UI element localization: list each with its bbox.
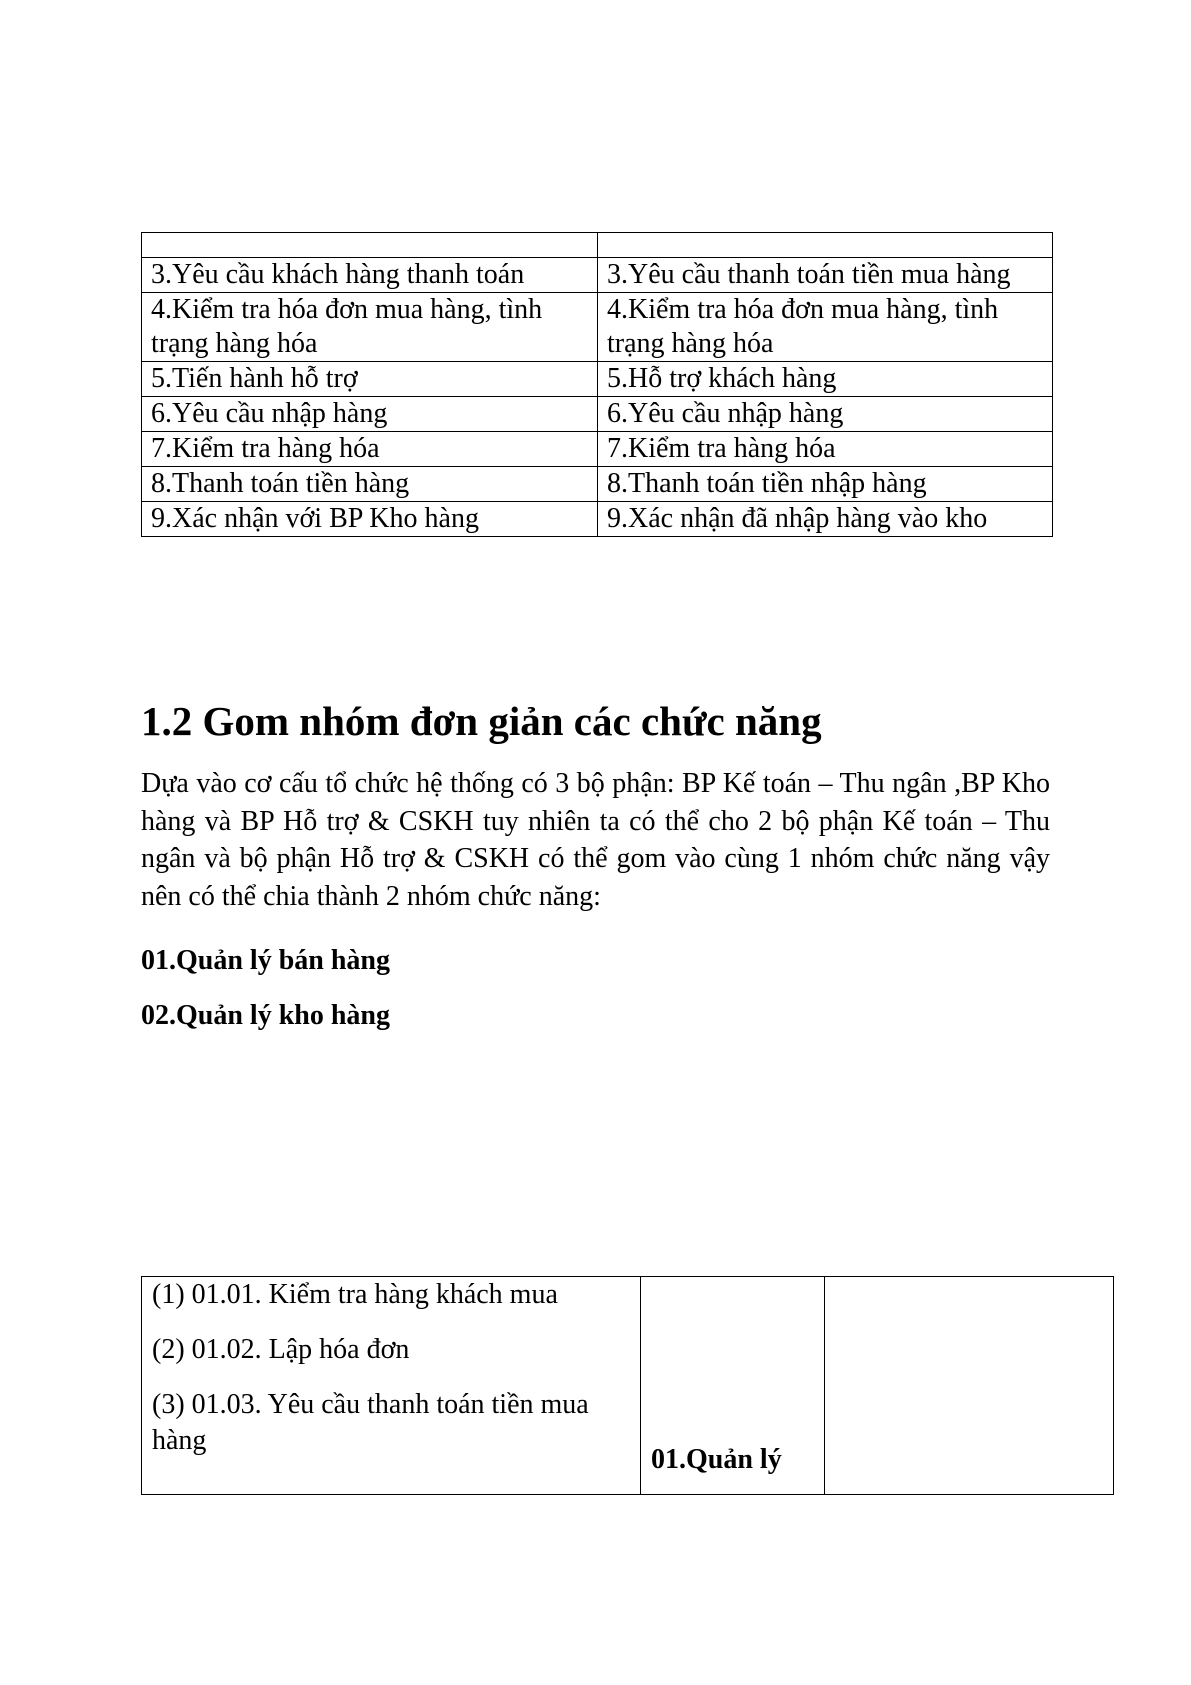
- function-step: (2) 01.02. Lập hóa đơn: [152, 1334, 410, 1365]
- table-row: [142, 362, 1053, 397]
- table-cell: 3.Yêu cầu khách hàng thanh toán: [142, 258, 598, 293]
- table-row: [142, 1277, 1114, 1495]
- group-name-cell: [641, 1277, 825, 1495]
- task-comparison-table: [141, 232, 1053, 537]
- table-cell: 7.Kiểm tra hàng hóa: [598, 432, 1053, 467]
- empty-cell: [825, 1277, 1114, 1495]
- section-heading: 1.2 Gom nhóm đơn giản các chức năng: [141, 698, 822, 744]
- function-steps-cell: [142, 1277, 641, 1495]
- group-sales-management: 01.Quản lý bán hàng: [141, 945, 390, 976]
- table-cell: 6.Yêu cầu nhập hàng: [142, 397, 598, 432]
- function-grouping-table: [141, 1276, 1114, 1495]
- table-row: [142, 467, 1053, 502]
- table-cell: 5.Tiến hành hỗ trợ: [142, 362, 598, 397]
- table-cell: 8.Thanh toán tiền nhập hàng: [598, 467, 1053, 502]
- table-row: [142, 233, 1053, 258]
- table-row: [142, 432, 1053, 467]
- table-cell: 4.Kiểm tra hóa đơn mua hàng, tình trạng hàng hóa: [142, 293, 598, 362]
- table-row: [142, 502, 1053, 537]
- table-row: [142, 397, 1053, 432]
- table-cell: [598, 233, 1053, 258]
- group-name: 01.Quản lý: [651, 1444, 782, 1475]
- table-cell: 6.Yêu cầu nhập hàng: [598, 397, 1053, 432]
- table-cell: 5.Hỗ trợ khách hàng: [598, 362, 1053, 397]
- table-cell: 9.Xác nhận đã nhập hàng vào kho: [598, 502, 1053, 537]
- table-cell: 4.Kiểm tra hóa đơn mua hàng, tình trạng hàng hóa: [598, 293, 1053, 362]
- table-cell: 3.Yêu cầu thanh toán tiền mua hàng: [598, 258, 1053, 293]
- table-row: [142, 293, 1053, 362]
- table-cell: 9.Xác nhận với BP Kho hàng: [142, 502, 598, 537]
- section-paragraph: Dựa vào cơ cấu tổ chức hệ thống có 3 bộ phận: BP Kế toán – Thu ngân ,BP Kho hàng và BP Hỗ trợ & CSKH tuy nhiên ta có thể cho 2 bộ phận Kế toán – Thu ngân và bộ phận Hỗ trợ & CSKH có thể gom vào cùng 1 nhóm chức năng vậy nên có thể chia thành 2 nhóm chức năng:: [141, 768, 1050, 912]
- group-warehouse-management: 02.Quản lý kho hàng: [141, 1000, 390, 1031]
- function-step: (3) 01.03. Yêu cầu thanh toán tiền mua hàng: [152, 1389, 589, 1456]
- table-row: [142, 258, 1053, 293]
- table-cell: 7.Kiểm tra hàng hóa: [142, 432, 598, 467]
- table-cell: 8.Thanh toán tiền hàng: [142, 467, 598, 502]
- function-step: (1) 01.01. Kiểm tra hàng khách mua: [152, 1279, 558, 1310]
- table-cell: [142, 233, 598, 258]
